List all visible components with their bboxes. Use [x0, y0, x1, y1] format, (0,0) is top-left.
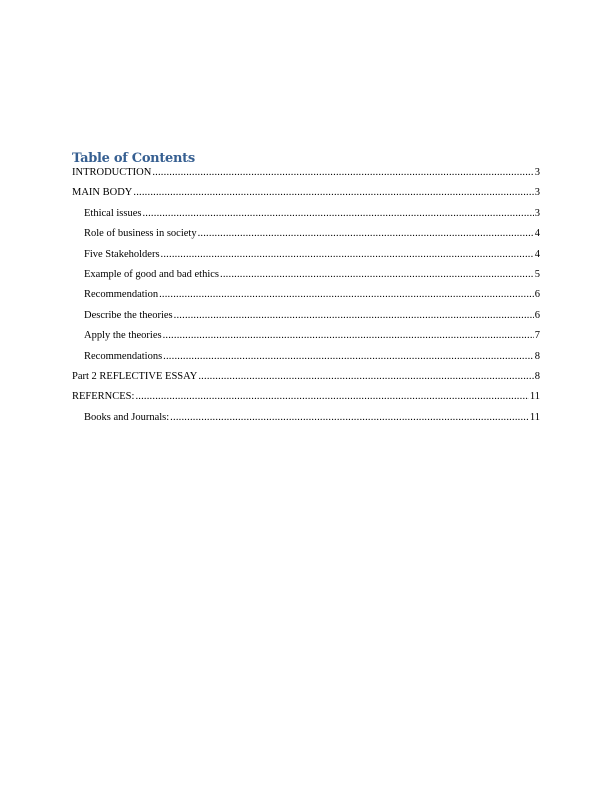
toc-dot-leader: [135, 391, 528, 403]
toc-entry-label: Apply the theories: [84, 330, 162, 342]
toc-dot-leader: [163, 330, 534, 342]
toc-list: [72, 167, 540, 424]
toc-entry-apply-theories[interactable]: [72, 330, 540, 342]
toc-entry-describe-theories[interactable]: [72, 310, 540, 322]
toc-entry-references[interactable]: [72, 391, 540, 403]
toc-entry-label: Role of business in society: [84, 228, 197, 240]
toc-dot-leader: [198, 228, 534, 240]
toc-entry-page: 3: [534, 207, 540, 219]
toc-entry-label: Ethical issues: [84, 207, 142, 219]
toc-entry-label: REFERNCES:: [72, 391, 135, 403]
toc-entry-page: 3: [534, 187, 540, 199]
toc-entry-page: 7: [534, 330, 540, 342]
toc-entry-good-bad-ethics[interactable]: [72, 269, 540, 281]
toc-entry-page: 6: [534, 289, 540, 301]
toc-entry-page: 4: [534, 248, 540, 260]
toc-entry-ethical-issues[interactable]: [72, 208, 540, 220]
toc-entry-five-stakeholders[interactable]: [72, 249, 540, 261]
toc-entry-introduction[interactable]: [72, 167, 540, 179]
toc-entry-reflective-essay[interactable]: [72, 371, 540, 383]
toc-dot-leader: [170, 412, 529, 424]
toc-entry-page: 8: [534, 370, 540, 382]
toc-entry-page: 5: [534, 268, 540, 280]
toc-entry-label: Example of good and bad ethics: [84, 268, 220, 280]
toc-dot-leader: [198, 371, 533, 383]
toc-entry-books-journals[interactable]: [72, 412, 540, 424]
toc-dot-leader: [159, 289, 534, 301]
toc-dot-leader: [133, 187, 533, 199]
toc-entry-page: 8: [534, 350, 540, 362]
toc-entry-label: Describe the theories: [84, 309, 173, 321]
toc-entry-page: 3: [534, 167, 540, 178]
toc-entry-label: Books and Journals:: [84, 411, 170, 423]
toc-dot-leader: [174, 310, 534, 322]
toc-dot-leader: [152, 167, 533, 179]
toc-entry-page: 11: [529, 411, 540, 423]
toc-dot-leader: [161, 249, 534, 261]
toc-dot-leader: [220, 269, 534, 281]
toc-entry-label: MAIN BODY: [72, 187, 133, 199]
toc-entry-role-of-business[interactable]: [72, 228, 540, 240]
toc-entry-recommendations[interactable]: [72, 351, 540, 363]
toc-title: Table of Contents: [72, 151, 195, 166]
toc-entry-recommendation[interactable]: [72, 289, 540, 301]
toc-dot-leader: [163, 351, 534, 363]
toc-entry-page: 6: [534, 309, 540, 321]
toc-entry-main-body[interactable]: [72, 187, 540, 199]
table-of-contents: [72, 150, 540, 432]
toc-entry-label: INTRODUCTION: [72, 167, 152, 178]
toc-entry-page: 4: [534, 228, 540, 240]
toc-entry-label: Recommendation: [84, 289, 159, 301]
toc-entry-label: Recommendations: [84, 350, 163, 362]
toc-entry-label: Part 2 REFLECTIVE ESSAY: [72, 370, 198, 382]
toc-entry-label: Five Stakeholders: [84, 248, 160, 260]
toc-entry-page: 11: [529, 391, 540, 403]
toc-dot-leader: [142, 208, 533, 220]
